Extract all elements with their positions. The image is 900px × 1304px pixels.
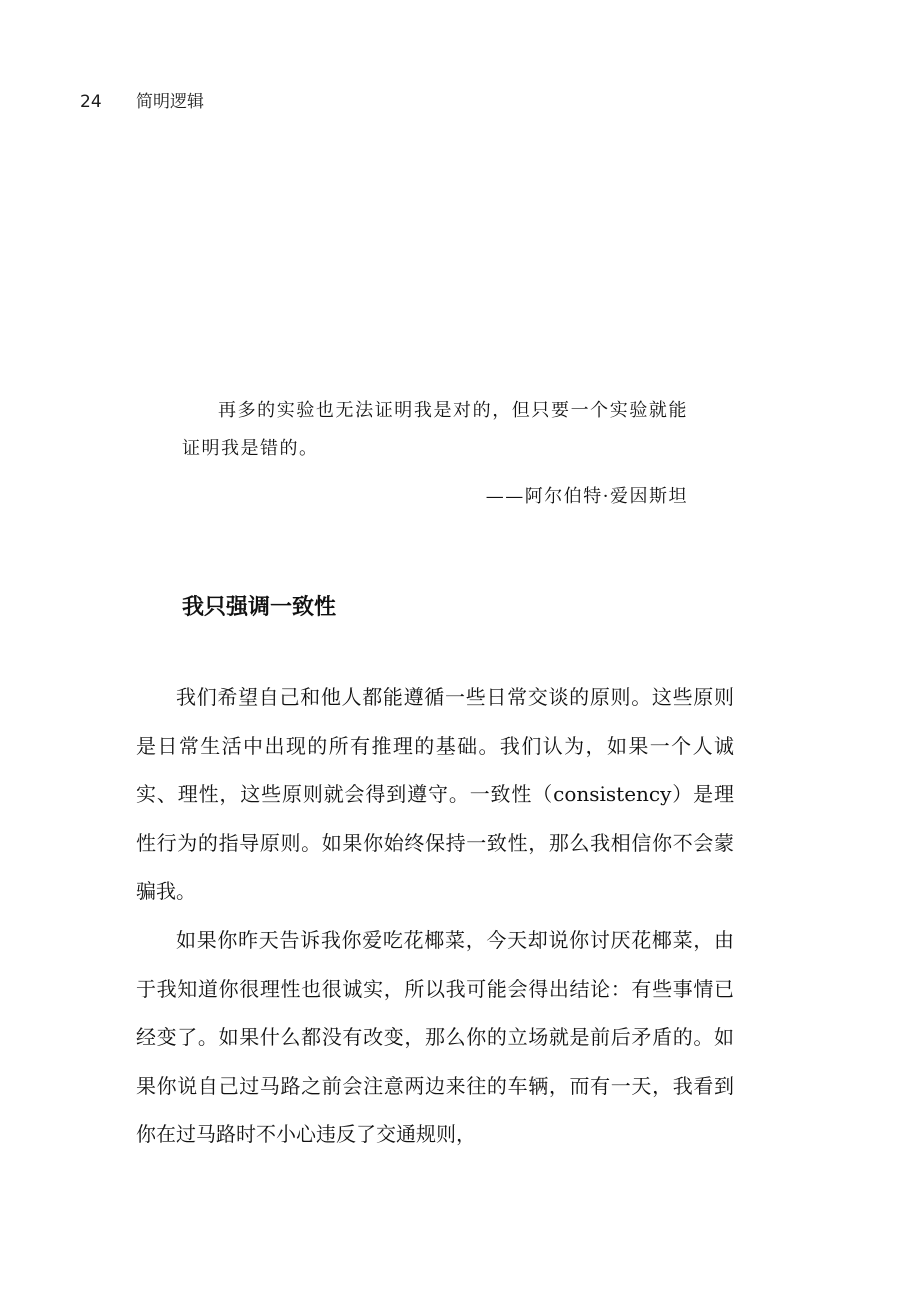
epigraph-quote: 再多的实验也无法证明我是对的，但只要一个实验就能证明我是错的。 bbox=[182, 400, 688, 459]
book-title: 简明逻辑 bbox=[136, 92, 204, 112]
paragraph: 我们希望自己和他人都能遵循一些日常交谈的原则。这些原则是日常生活中出现的所有推理的基础。我们认为，如果一个人诚实、理性，这些原则就会得到遵守。一致性（consistency）是理性行为的指导原则。如果你始终保持一致性，那么我相信你不会蒙骗我。 bbox=[136, 685, 734, 904]
paragraph: 如果你昨天告诉我你爱吃花椰菜，今天却说你讨厌花椰菜，由于我知道你很理性也很诚实，所以我可能会得出结论：有些事情已经变了。如果什么都没有改变，那么你的立场就是前后矛盾的。如果你说自己过马路之前会注意两边来往的车辆，而有一天，我看到你在过马路时不小心违反了交通规则， bbox=[136, 927, 734, 1147]
section-title: 我只强调一致性 bbox=[182, 595, 337, 620]
epigraph bbox=[182, 392, 688, 516]
running-head bbox=[80, 88, 204, 116]
body-text bbox=[136, 673, 734, 1159]
page-number: 24 bbox=[80, 92, 102, 112]
epigraph-attribution: ——阿尔伯特·爱因斯坦 bbox=[485, 486, 688, 507]
